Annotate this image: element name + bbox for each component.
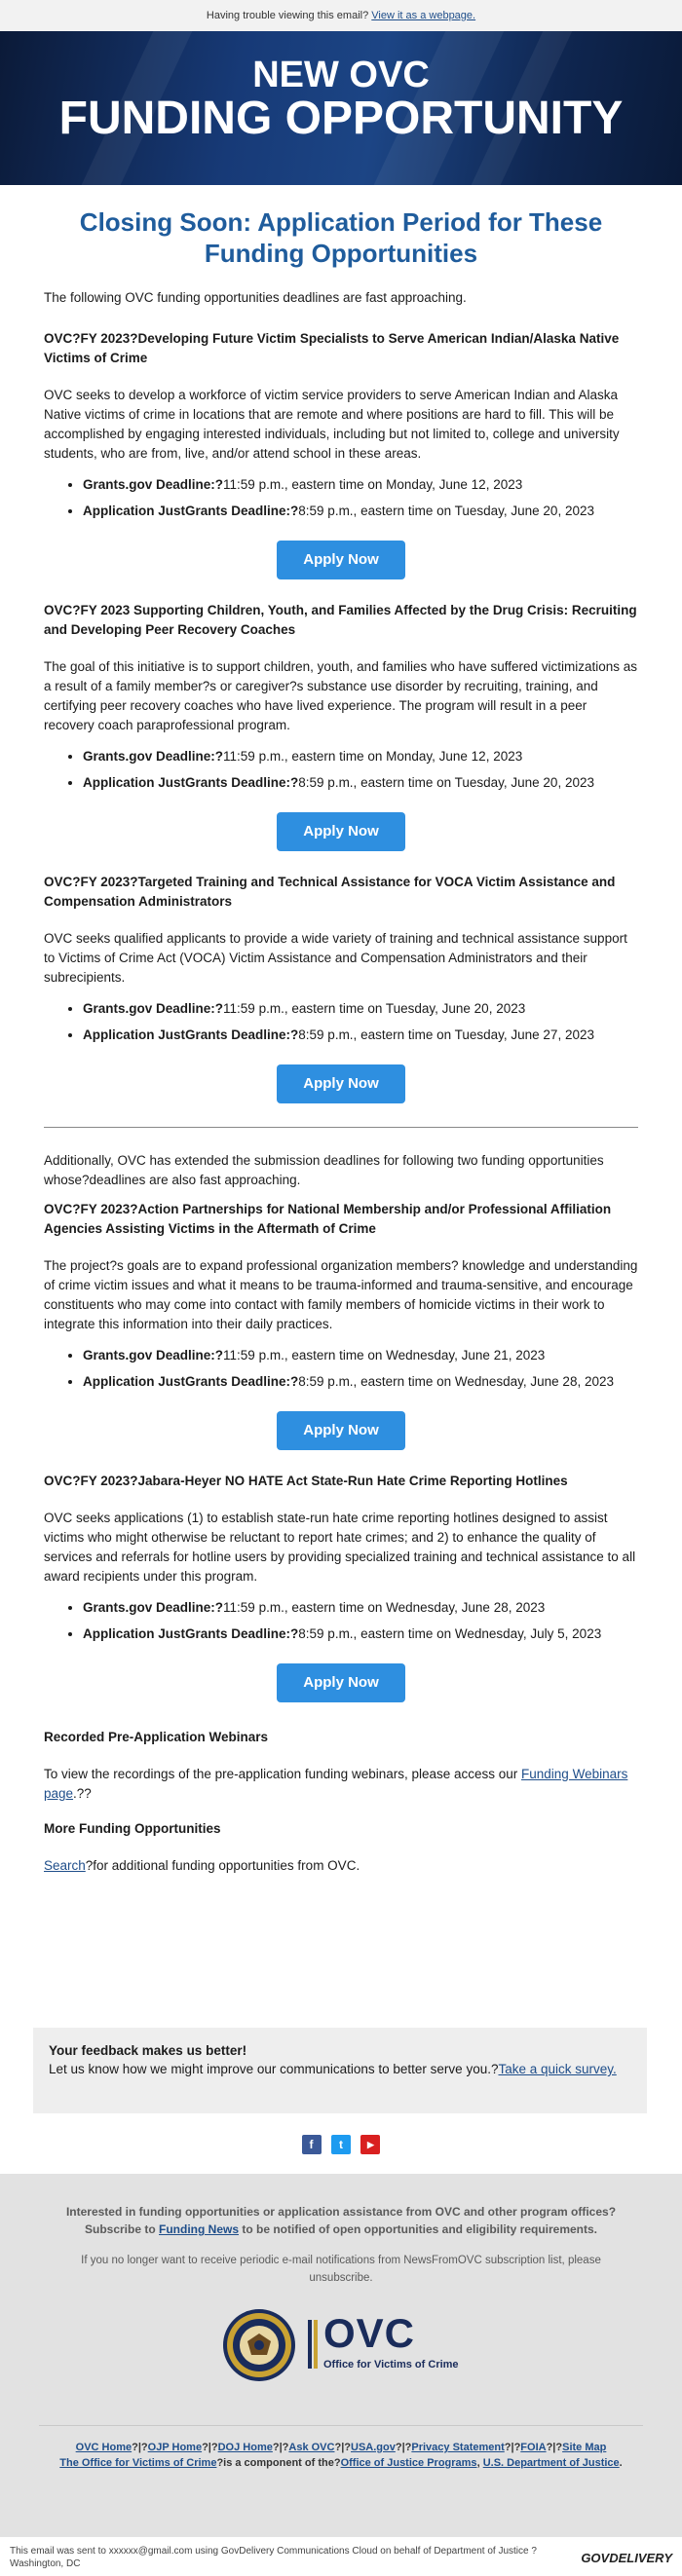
grants-deadline: • Grants.gov Deadline:?11:59 p.m., eastern time on Wednesday, June 28, 2023 bbox=[83, 1598, 638, 1618]
footer-link-doj-home[interactable]: DOJ Home bbox=[217, 2442, 273, 2453]
feedback-box bbox=[33, 2028, 647, 2113]
survey-link[interactable]: Take a quick survey. bbox=[498, 2062, 617, 2076]
funding-webinars-link[interactable]: Funding Webinars page bbox=[44, 1767, 628, 1801]
intro-text: The following OVC funding opportunities deadlines are fast approaching. bbox=[44, 290, 467, 305]
apply-now-button[interactable]: Apply Now bbox=[277, 812, 405, 851]
deadline-list bbox=[44, 475, 638, 521]
apply-now-button[interactable]: Apply Now bbox=[277, 1411, 405, 1450]
doj-seal-logo bbox=[222, 2308, 296, 2382]
opportunity bbox=[44, 329, 638, 581]
footer-link-usa-gov[interactable]: USA.gov bbox=[351, 2442, 396, 2453]
deadline-list bbox=[44, 747, 638, 793]
opportunity-title: OVC?FY 2023?Action Partnerships for National Membership and/or Professional Affiliation Agencies Assisting Victims in the Aftermath of Crime bbox=[44, 1202, 612, 1236]
justgrants-deadline: • Application JustGrants Deadline:?8:59 p.m., eastern time on Tuesday, June 20, 2023 bbox=[83, 773, 638, 793]
opportunity bbox=[44, 601, 638, 853]
more-opportunities-heading: More Funding Opportunities bbox=[44, 1821, 221, 1836]
webinars-heading: Recorded Pre-Application Webinars bbox=[44, 1730, 269, 1744]
govdelivery-bar bbox=[0, 2537, 682, 2576]
opportunity-title: OVC?FY 2023?Targeted Training and Technical Assistance for VOCA Victim Assistance and Compensation Administrators bbox=[44, 875, 616, 909]
banner-line-2: FUNDING OPPORTUNITY bbox=[58, 93, 624, 144]
opportunity-description: OVC seeks qualified applicants to provide a wide variety of training and technical assistance support to Victims of Crime Act (VOCA) Victim Assistance and Compensation Administrators and their subrecipients. bbox=[44, 931, 627, 985]
opportunity-description: OVC seeks to develop a workforce of victim service providers to serve American Indian and Alaska Native victims of crime in locations that are remote and where positions are hard to fill. This will be accomplished by engaging interested individuals, including but not limited to, college and university students, who are from, live, and/or attend school in these areas. bbox=[44, 388, 620, 461]
social-links bbox=[0, 2135, 682, 2154]
unsubscribe-text: If you no longer want to receive periodic e-mail notifications from NewsFromOVC subscription list, please unsubscribe. bbox=[81, 2255, 601, 2284]
footer-link-foia[interactable]: FOIA bbox=[520, 2442, 547, 2453]
webinars-text: To view the recordings of the pre-application funding webinars, please access our Funding Webinars page.?? bbox=[44, 1767, 628, 1801]
footer-link-ojp[interactable]: Office of Justice Programs bbox=[340, 2457, 477, 2469]
opportunity bbox=[44, 1472, 638, 1704]
footer-link-privacy[interactable]: Privacy Statement bbox=[411, 2442, 505, 2453]
footer-link-site-map[interactable]: Site Map bbox=[562, 2442, 607, 2453]
footer bbox=[0, 2174, 682, 2537]
more-opportunities-text: Search?for additional funding opportunities from OVC. bbox=[44, 1858, 360, 1873]
grants-deadline: • Grants.gov Deadline:?11:59 p.m., eastern time on Monday, June 12, 2023 bbox=[83, 475, 638, 495]
apply-now-button[interactable]: Apply Now bbox=[277, 1064, 405, 1103]
email-body bbox=[44, 185, 638, 1876]
footer-link-ovc[interactable]: The Office for Victims of Crime bbox=[59, 2457, 217, 2469]
view-webpage-link[interactable]: View it as a webpage. bbox=[371, 10, 476, 21]
banner-line-1: NEW OVC bbox=[252, 55, 430, 95]
footer-link-ojp-home[interactable]: OJP Home bbox=[147, 2442, 203, 2453]
deadline-list bbox=[44, 1598, 638, 1644]
opportunity-description: OVC seeks applications (1) to establish state-run hate crime reporting hotlines designed to assist victims who might otherwise be reluctant to report hate crimes; and 2) to enhance the quality of services and referrals for hotline users by providing specialized training and technical assistance to all award recipients under this program. bbox=[44, 1511, 636, 1584]
footer-link-doj[interactable]: U.S. Department of Justice bbox=[482, 2457, 620, 2469]
justgrants-deadline: • Application JustGrants Deadline:?8:59 p.m., eastern time on Tuesday, June 27, 2023 bbox=[83, 1026, 638, 1045]
opportunity bbox=[44, 873, 638, 1105]
deadline-list bbox=[44, 1346, 638, 1392]
ovc-logo-stripes bbox=[308, 2320, 318, 2369]
justgrants-deadline: • Application JustGrants Deadline:?8:59 p.m., eastern time on Wednesday, July 5, 2023 bbox=[83, 1624, 638, 1644]
apply-now-button[interactable]: Apply Now bbox=[277, 1663, 405, 1702]
opportunity-title: OVC?FY 2023?Developing Future Victim Specialists to Serve American Indian/Alaska Native Victims of Crime bbox=[44, 331, 620, 365]
funding-news-link[interactable]: Funding News bbox=[159, 2222, 239, 2236]
page-title: Closing Soon: Application Period for These Funding Opportunities bbox=[79, 207, 603, 268]
footer-link-ovc-home[interactable]: OVC Home bbox=[75, 2442, 133, 2453]
opportunity-title: OVC?FY 2023 Supporting Children, Youth, and Families Affected by the Drug Crisis: Recruiting and Developing Peer Recovery Coaches bbox=[44, 603, 637, 637]
facebook-icon[interactable]: f bbox=[302, 2135, 322, 2154]
justgrants-deadline: • Application JustGrants Deadline:?8:59 p.m., eastern time on Wednesday, June 28, 2023 bbox=[83, 1372, 638, 1392]
justgrants-deadline: • Application JustGrants Deadline:?8:59 p.m., eastern time on Tuesday, June 20, 2023 bbox=[83, 502, 638, 521]
search-link[interactable]: Search bbox=[44, 1858, 86, 1873]
grants-deadline: • Grants.gov Deadline:?11:59 p.m., eastern time on Wednesday, June 21, 2023 bbox=[83, 1346, 638, 1365]
header-banner bbox=[0, 31, 682, 185]
deadline-list bbox=[44, 999, 638, 1045]
opportunity bbox=[44, 1200, 638, 1452]
footer-subscribe-text: Interested in funding opportunities or application assistance from OVC and other program offices? Subscribe to Funding News to be notified of open opportunities and eligibility requirements. bbox=[65, 2205, 617, 2236]
view-online-bar bbox=[0, 0, 682, 31]
section-divider bbox=[44, 1127, 638, 1128]
youtube-icon[interactable]: ▶ bbox=[360, 2135, 380, 2154]
apply-now-button[interactable]: Apply Now bbox=[277, 541, 405, 579]
ovc-logo-subtitle: Office for Victims of Crime bbox=[323, 2359, 459, 2371]
footer-link-ask-ovc[interactable]: Ask OVC bbox=[288, 2442, 335, 2453]
opportunity-description: The project?s goals are to expand professional organization members? knowledge and understanding of crime victim issues and what it means to be trauma-informed and trauma-sensitive, and encourage constituents who may come into contact with family members of homicide victims in their work to integrate this information into their daily practices. bbox=[44, 1258, 638, 1331]
grants-deadline: • Grants.gov Deadline:?11:59 p.m., eastern time on Tuesday, June 20, 2023 bbox=[83, 999, 638, 1019]
sent-to-text: This email was sent to xxxxxx@gmail.com using GovDelivery Communications Cloud on behalf of Department of Justice ? Washington, DC bbox=[10, 2546, 537, 2569]
govdelivery-logo: GOVDELIVERY bbox=[581, 2551, 672, 2565]
opportunity-description: The goal of this initiative is to support children, youth, and families who have suffered victimizations as a result of a family member?s or caregiver?s substance use disorder by recruiting, training, and certifying peer recovery coaches who have lived experience. The program will result in a peer recovery coach paraprofessional program. bbox=[44, 659, 638, 732]
feedback-heading: Your feedback makes us better! bbox=[49, 2043, 247, 2058]
twitter-icon[interactable]: t bbox=[331, 2135, 351, 2154]
grants-deadline: • Grants.gov Deadline:?11:59 p.m., eastern time on Monday, June 12, 2023 bbox=[83, 747, 638, 766]
feedback-text: Let us know how we might improve our communications to better serve you.?Take a quick survey. bbox=[49, 2062, 617, 2076]
ovc-logo: OVC bbox=[323, 2310, 416, 2356]
footer-divider bbox=[39, 2425, 643, 2426]
opportunity-title: OVC?FY 2023?Jabara-Heyer NO HATE Act State-Run Hate Crime Reporting Hotlines bbox=[44, 1474, 568, 1488]
view-online-text: Having trouble viewing this email? bbox=[206, 10, 372, 21]
extended-intro: Additionally, OVC has extended the submission deadlines for following two funding opportunities whose?deadlines are also fast approaching. bbox=[44, 1153, 604, 1187]
footer-links: OVC Home?|?OJP Home?|?DOJ Home?|?Ask OVC?|?USA.gov?|?Privacy Statement?|?FOIA?|?Site Map The Office for Victims of Crime?is a component of the?Office of Justice Programs, U.S. Department of Justice. bbox=[59, 2442, 623, 2469]
